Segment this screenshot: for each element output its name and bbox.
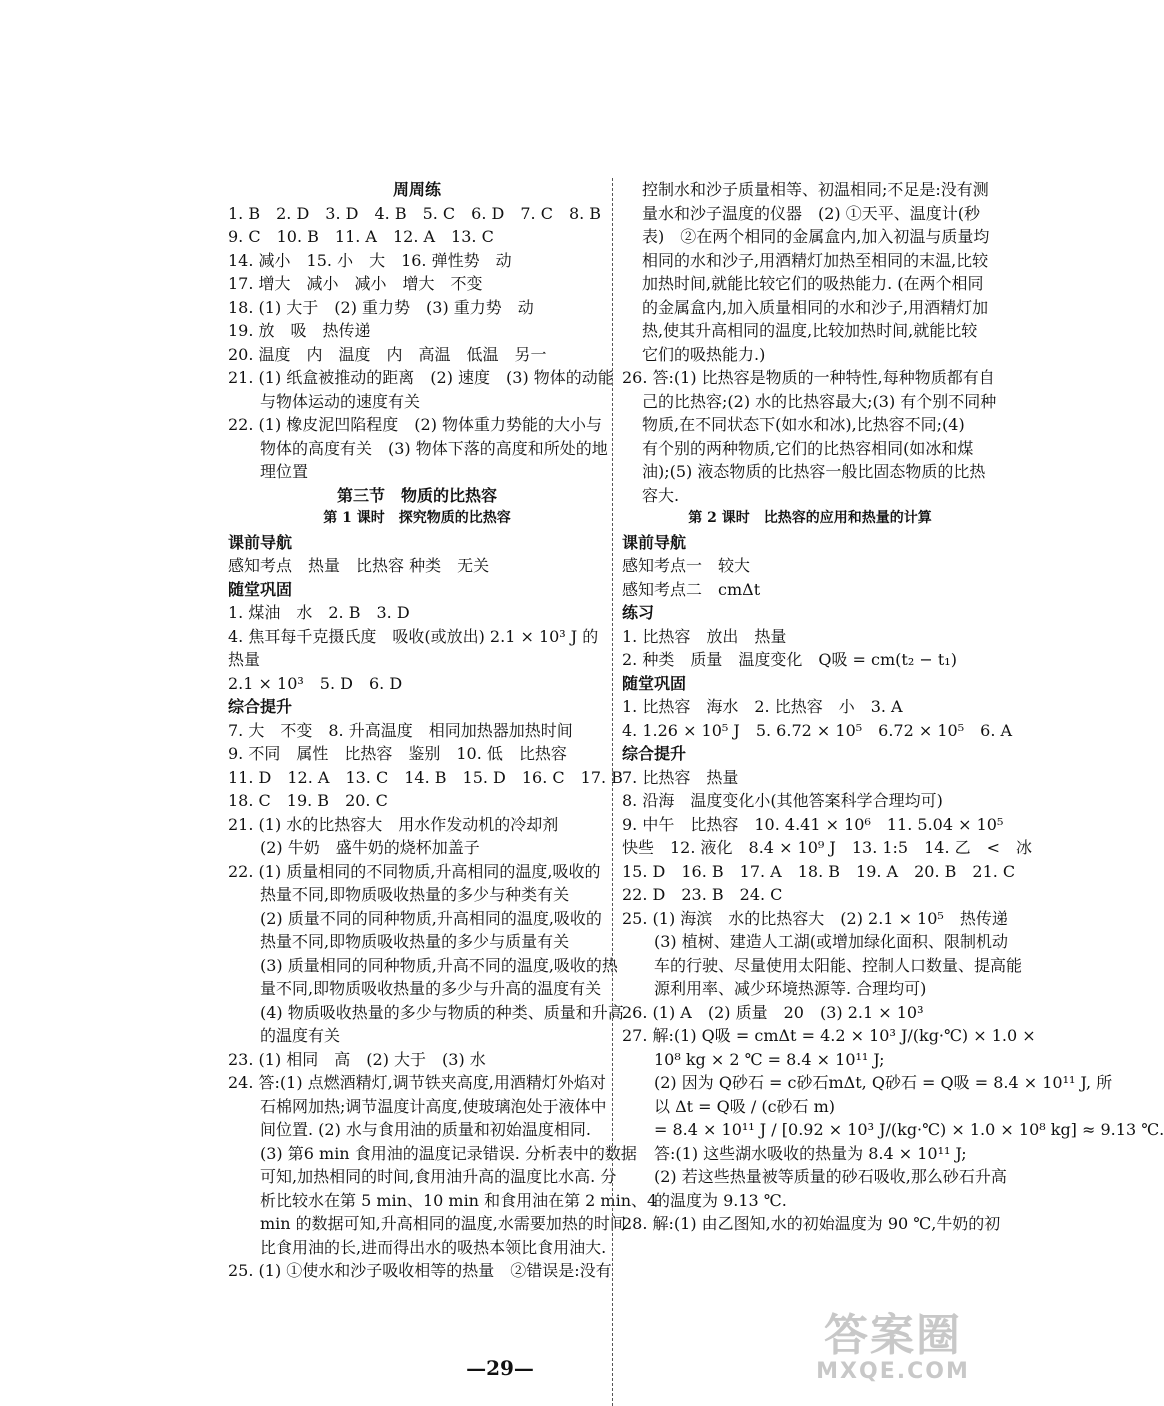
answer-line: 热量不同,即物质吸收热量的多少与种类有关 bbox=[260, 885, 570, 904]
answer-line: 有个别的两种物质,它们的比热容相同(如冰和煤 bbox=[642, 438, 974, 458]
answer-line: 物体的高度有关 (3) 物体下落的高度和所处的地 bbox=[260, 438, 608, 458]
answer-line: 可知,加热相同的时间,食用油升高的温度比水高. 分 bbox=[260, 1167, 617, 1186]
answer-line: 热量 bbox=[228, 650, 261, 669]
answer-line: 26. (1) A (2) 质量 20 (3) 2.1 × 10³ bbox=[622, 1002, 924, 1022]
answer-line: 课前导航 bbox=[228, 532, 293, 552]
page-number: —29— bbox=[466, 1356, 534, 1380]
answer-line: 7. 比热容 热量 bbox=[622, 767, 739, 787]
answer-line: 1. 比热容 放出 热量 bbox=[622, 626, 787, 646]
answer-line: (2) 若这些热量被等质量的砂石吸收,那么砂石升高 bbox=[654, 1167, 1007, 1186]
answer-line: 8. 沿海 温度变化小(其他答案科学合理均可) bbox=[622, 791, 943, 810]
answer-line: 周周练 bbox=[392, 180, 441, 199]
answer-line: 己的比热容;(2) 水的比热容最大;(3) 有个别不同种 bbox=[642, 391, 997, 411]
answer-line: (2) 因为 Q砂石 = c砂石mΔt, Q砂石 = Q吸 = 8.4 × 10¹¹ J, 所 bbox=[654, 1073, 1113, 1092]
answer-line: 感知考点一 较大 bbox=[622, 556, 751, 575]
answer-line: 综合提升 bbox=[622, 744, 687, 763]
answer-line: 石棉网加热;调节温度计高度,使玻璃泡处于液体中 bbox=[260, 1096, 607, 1116]
answer-line: 20. 温度 内 温度 内 高温 低温 另一 bbox=[228, 344, 547, 364]
answer-line: 11. D 12. A 13. C 14. B 15. D 16. C 17. B bbox=[228, 767, 623, 787]
answer-line: min 的数据可知,升高相同的温度,水需要加热的时间 bbox=[260, 1214, 626, 1233]
answer-line: (2) 牛奶 盛牛奶的烧杯加盖子 bbox=[260, 838, 480, 857]
column-divider bbox=[612, 178, 613, 1406]
answer-line: 27. 解:(1) Q吸 = cmΔt = 4.2 × 10³ J/(kg·℃) × 1.0 × bbox=[622, 1026, 1036, 1045]
answer-line: (3) 植树、建造人工湖(或增加绿化面积、限制机动 bbox=[654, 932, 1008, 951]
answer-line: 15. D 16. B 17. A 18. B 19. A 20. B 21. C bbox=[622, 861, 1016, 881]
answer-line: 与物体运动的速度有关 bbox=[260, 391, 421, 411]
answer-line: 7. 大 不变 8. 升高温度 相同加热器加热时间 bbox=[228, 720, 573, 740]
right-column bbox=[622, 178, 1164, 1236]
answer-line: 18. (1) 大于 (2) 重力势 (3) 重力势 动 bbox=[228, 297, 534, 317]
answer-line: 9. C 10. B 11. A 12. A 13. C bbox=[228, 227, 494, 246]
answer-line: 源利用率、减少环境热源等. 合理均可) bbox=[654, 979, 927, 998]
answer-line: 以 Δt = Q吸 / (c砂石 m) bbox=[654, 1096, 836, 1116]
answer-line: 快些 12. 液化 8.4 × 10⁹ J 13. 1:5 14. 乙 < 冰 bbox=[622, 838, 1033, 857]
answer-line: 综合提升 bbox=[228, 697, 293, 716]
answer-line: = 8.4 × 10¹¹ J / [0.92 × 10³ J/(kg·℃) × 1.0 × 10⁸ kg] ≈ 9.13 ℃. bbox=[654, 1120, 1164, 1139]
answer-line: 随堂巩固 bbox=[622, 673, 687, 693]
answer-line: 19. 放 吸 热传递 bbox=[228, 321, 371, 340]
answer-line: 1. 煤油 水 2. B 3. D bbox=[228, 603, 410, 622]
answer-line: 容大. bbox=[642, 485, 680, 505]
answer-line: 1. B 2. D 3. D 4. B 5. C 6. D 7. C 8. B bbox=[228, 203, 602, 223]
answer-line: 第 2 课时 比热容的应用和热量的计算 bbox=[688, 510, 932, 526]
answer-line: 22. (1) 橡皮泥凹陷程度 (2) 物体重力势能的大小与 bbox=[228, 415, 603, 434]
answer-line: 析比较水在第 5 min、10 min 和食用油在第 2 min、4 bbox=[260, 1190, 658, 1210]
answer-line: 相同的水和沙子,用酒精灯加热至相同的末温,比较 bbox=[642, 250, 989, 270]
answer-line: 物质,在不同状态下(如水和冰),比热容不同;(4) bbox=[642, 415, 965, 434]
answer-line: 24. 答:(1) 点燃酒精灯,调节铁夹高度,用酒精灯外焰对 bbox=[228, 1073, 606, 1092]
answer-line: 感知考点二 cmΔt bbox=[622, 579, 761, 599]
answer-line: 感知考点 热量 比热容 种类 无关 bbox=[228, 556, 490, 575]
answer-line: 练习 bbox=[622, 603, 655, 622]
answer-line: 22. D 23. B 24. C bbox=[622, 885, 783, 904]
answer-line: 它们的吸热能力.) bbox=[642, 344, 766, 364]
answer-line: 2. 种类 质量 温度变化 Q吸 = cm(t₂ − t₁) bbox=[622, 650, 957, 669]
answer-line: 26. 答:(1) 比热容是物质的一种特性,每种物质都有自 bbox=[622, 368, 995, 387]
answer-line: 随堂巩固 bbox=[228, 579, 293, 599]
watermark-line1: 答案圈 bbox=[824, 1309, 962, 1361]
answer-line: 14. 减小 15. 小 大 16. 弹性势 动 bbox=[228, 250, 512, 270]
answer-line: 油);(5) 液态物质的比热容一般比固态物质的比热 bbox=[642, 462, 986, 481]
answer-line: (2) 质量不同的同种物质,升高相同的温度,吸收的 bbox=[260, 908, 602, 928]
answer-line: 间位置. (2) 水与食用油的质量和初始温度相同. bbox=[260, 1120, 592, 1139]
answer-line: (4) 物质吸收热量的多少与物质的种类、质量和升高 bbox=[260, 1002, 624, 1022]
answer-line: 比食用油的长,进而得出水的吸热本领比食用油大. bbox=[260, 1237, 607, 1257]
answer-line: 第 1 课时 探究物质的比热容 bbox=[323, 510, 511, 526]
answer-line: 18. C 19. B 20. C bbox=[228, 791, 388, 810]
answer-line: 热,使其升高相同的温度,比较加热时间,就能比较 bbox=[642, 321, 978, 340]
answer-line: 控制水和沙子质量相等、初温相同;不足是:没有测 bbox=[642, 180, 989, 199]
answer-line: 量不同,即物质吸收热量的多少与升高的温度有关 bbox=[260, 979, 602, 998]
answer-line: 23. (1) 相同 高 (2) 大于 (3) 水 bbox=[228, 1049, 486, 1069]
answer-line: 22. (1) 质量相同的不同物质,升高相同的温度,吸收的 bbox=[228, 861, 601, 881]
answer-line: 4. 1.26 × 10⁵ J 5. 6.72 × 10⁵ 6.72 × 10⁵ 6. A bbox=[622, 720, 1013, 740]
answer-line: 答:(1) 这些湖水吸收的热量为 8.4 × 10¹¹ J; bbox=[654, 1143, 967, 1163]
answer-line: 表) ②在两个相同的金属盒内,加入初温与质量均 bbox=[642, 227, 990, 246]
answer-line: 4. 焦耳每千克摄氏度 吸收(或放出) 2.1 × 10³ J 的 bbox=[228, 626, 599, 646]
answer-line: 10⁸ kg × 2 ℃ = 8.4 × 10¹¹ J; bbox=[654, 1049, 885, 1069]
answer-line: 25. (1) ①使水和沙子吸收相等的热量 ②错误是:没有 bbox=[228, 1261, 612, 1280]
answer-line: 车的行驶、尽量使用太阳能、控制人口数量、提高能 bbox=[654, 955, 1023, 975]
answer-line: 9. 中午 比热容 10. 4.41 × 10⁶ 11. 5.04 × 10⁵ bbox=[622, 814, 1004, 834]
answer-line: 量水和沙子温度的仪器 (2) ①天平、温度计(秒 bbox=[642, 203, 980, 223]
answer-line: 加热时间,就能比较它们的吸热能力. (在两个相同 bbox=[642, 274, 984, 293]
watermark-logo bbox=[808, 1309, 978, 1384]
answer-line: (3) 质量相同的同种物质,升高不同的温度,吸收的热 bbox=[260, 955, 618, 975]
watermark-line2: MXQE.COM bbox=[816, 1358, 970, 1384]
answer-line: 的温度有关 bbox=[260, 1026, 341, 1045]
answer-line: 1. 比热容 海水 2. 比热容 小 3. A bbox=[622, 697, 903, 716]
answer-line: 的金属盒内,加入质量相同的水和沙子,用酒精灯加 bbox=[642, 297, 989, 317]
answer-line: (3) 第6 min 食用油的温度记录错误. 分析表中的数据 bbox=[260, 1143, 637, 1163]
answer-line: 28. 解:(1) 由乙图知,水的初始温度为 90 ℃,牛奶的初 bbox=[622, 1214, 1001, 1233]
answer-line: 理位置 bbox=[260, 462, 309, 481]
answer-line: 9. 不同 属性 比热容 鉴别 10. 低 比热容 bbox=[228, 744, 567, 763]
answer-line: 2.1 × 10³ 5. D 6. D bbox=[228, 673, 403, 693]
answer-line: 25. (1) 海滨 水的比热容大 (2) 2.1 × 10⁵ 热传递 bbox=[622, 908, 1008, 928]
answer-line: 21. (1) 水的比热容大 用水作发动机的冷却剂 bbox=[228, 814, 559, 834]
answer-line: 的温度为 9.13 ℃. bbox=[654, 1190, 787, 1210]
answer-line: 21. (1) 纸盒被推动的距离 (2) 速度 (3) 物体的动能 bbox=[228, 368, 614, 387]
answer-line: 第三节 物质的比热容 bbox=[336, 485, 497, 505]
answer-line: 热量不同,即物质吸收热量的多少与质量有关 bbox=[260, 932, 570, 951]
answer-line: 17. 增大 减小 减小 增大 不变 bbox=[228, 274, 483, 293]
answer-line: 课前导航 bbox=[622, 532, 687, 552]
